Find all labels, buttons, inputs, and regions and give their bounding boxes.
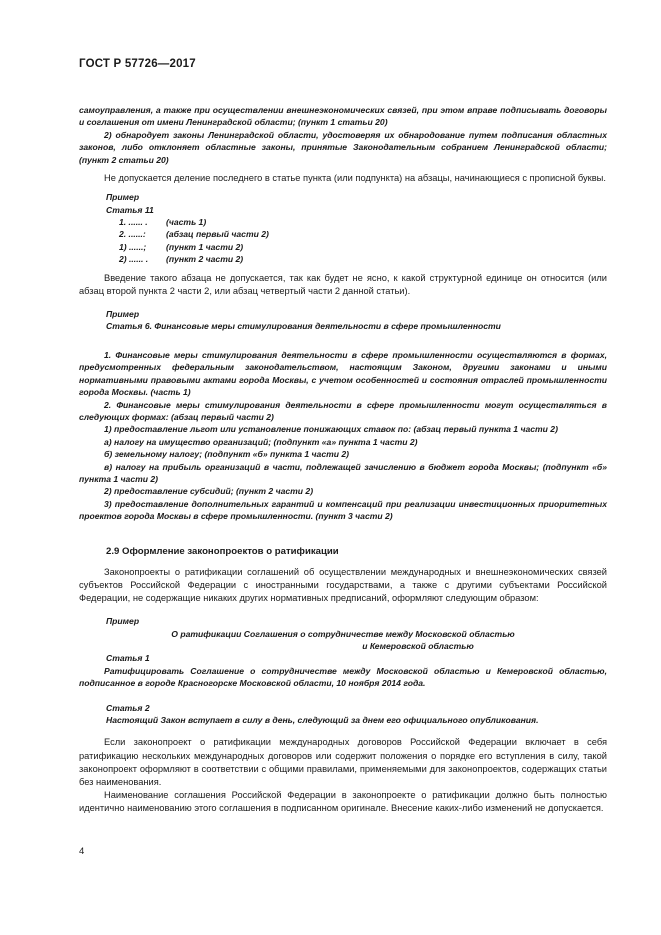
example-3-article-1-label: Статья 1	[106, 653, 150, 664]
example-2-paragraph: 1. Финансовые меры стимулирования деятельности в сфере промышленности осуществляются в формах, предусмотренных федеральным законодательством, настоящим Законом, другими законами и иными нормативными правовыми актами города Москвы, с учетом особенностей и состояния отраслей промышленности города Москвы. (часть 1)	[79, 349, 607, 398]
example-3-label: Пример	[106, 616, 140, 627]
example-2-paragraph: 1) предоставление льгот или установление понижающих ставок по: (абзац первый пункта 1 части 2)	[104, 424, 558, 435]
item-note: (пункт 1 части 2)	[166, 241, 244, 252]
item-number: 1) ......;	[119, 241, 147, 252]
rule-paragraph-1: Не допускается деление последнего в статье пункта (или подпункта) на абзацы, начинающиеся с прописной буквы.	[104, 173, 606, 184]
example-3-title-line-1: О ратификации Соглашения о сотрудничестве между Московской областью	[171, 628, 515, 639]
closing-paragraph-1: Если законопроект о ратификации международных договоров Российской Федерации включает в себя ратификацию нескольких международных договоров или содержит положения о порядке его вступления в силу, такой законопроект оформляют в соответствии с общими правилами, применяемыми для законопроектов, содержащих статьи без наименования.	[79, 737, 607, 788]
example-2-paragraph: в) налогу на прибыль организаций в части, подлежащей зачислению в бюджет города Москвы; (подпункт «б» пункта 1 части 2)	[79, 461, 607, 484]
rule-paragraph-2: Введение такого абзаца не допускается, так как будет не ясно, к какой структурной единице он относится (или абзац второй пункта 2 части 2, или абзац четвертый части 2 данной статьи).	[79, 272, 607, 296]
item-number: 1. ...... .	[119, 217, 148, 228]
item-number: 2) ...... .	[119, 254, 149, 265]
example-1-item	[79, 253, 607, 265]
item-number: 2. ......:	[119, 229, 146, 240]
example-1-item	[79, 216, 607, 228]
item-note: (абзац первый части 2)	[166, 229, 269, 240]
section-text: Законопроекты о ратификации соглашений об осуществлении международных и внешнеэкономических связей субъектов Российской Федерации с иностранными государствами, а также с другими субъектами Российской Федерации, не содержащие никаких других нормативных предписаний, оформляют следующим образом:	[79, 566, 607, 603]
example-2-paragraph: 3) предоставление дополнительных гарантий и компенсаций при реализации инвестиционных приоритетных проектов города Москвы в сфере промышленности. (пункт 3 части 2)	[79, 498, 607, 522]
page-content	[79, 104, 607, 816]
example-3-article-1-text: Ратифицировать Соглашение о сотрудничестве между Московской областью и Кемеровской областью, подписанное в городе Красногорске Московской области, 10 ноября 2014 года.	[79, 665, 607, 689]
intro-paragraph-1: самоуправления, а также при осуществлении внешнеэкономических связей, при этом вправе подписывать договоры и соглашения от имени Ленинградской области; (пункт 1 статьи 20)	[79, 105, 607, 128]
page-number: 4	[79, 846, 85, 857]
example-2-paragraph: 2) предоставление субсидий; (пункт 2 части 2)	[104, 486, 314, 497]
example-1-item	[79, 241, 607, 253]
example-3-title-line-2: и Кемеровской областью	[362, 641, 474, 651]
closing-paragraph-2: Наименование соглашения Российской Федерации в законопроекте о ратификации должно быть полностью идентично наименованию этого соглашения в подписанном оригинале. Внесение каких-либо изменений не допускается.	[79, 790, 607, 814]
example-2	[79, 308, 607, 523]
example-1-item	[79, 228, 607, 240]
example-3	[79, 615, 607, 726]
example-1	[79, 191, 607, 265]
document-header: ГОСТ Р 57726—2017	[79, 58, 196, 70]
example-3-article-2-label: Статья 2	[106, 702, 150, 713]
example-2-title: Статья 6. Финансовые меры стимулирования деятельности в сфере промышленности	[106, 321, 501, 332]
section-heading: 2.9 Оформление законопроектов о ратификации	[106, 545, 339, 557]
example-2-label: Пример	[106, 309, 140, 320]
example-3-article-2-text: Настоящий Закон вступает в силу в день, следующий за днем его официального опубликования.	[106, 715, 539, 726]
intro-paragraph-2: 2) обнародует законы Ленинградской области, удостоверяя их обнародование путем подписания областных законов, либо отклоняет областные законы, принятые Законодательным собранием Ленинградской области; (пункт 2 статьи 20)	[79, 129, 607, 165]
example-1-label: Пример	[106, 192, 140, 203]
item-note: (часть 1)	[166, 217, 207, 228]
item-note: (пункт 2 части 2)	[166, 254, 244, 265]
example-2-paragraph: а) налогу на имущество организаций; (подпункт «а» пункта 1 части 2)	[104, 436, 418, 447]
example-2-paragraph: 2. Финансовые меры стимулирования деятельности в сфере промышленности могут осуществляться в следующих формах: (абзац первый части 2)	[79, 399, 607, 422]
example-2-paragraph: б) земельному налогу; (подпункт «б» пункта 1 части 2)	[104, 449, 350, 460]
example-1-article: Статья 11	[106, 204, 154, 215]
